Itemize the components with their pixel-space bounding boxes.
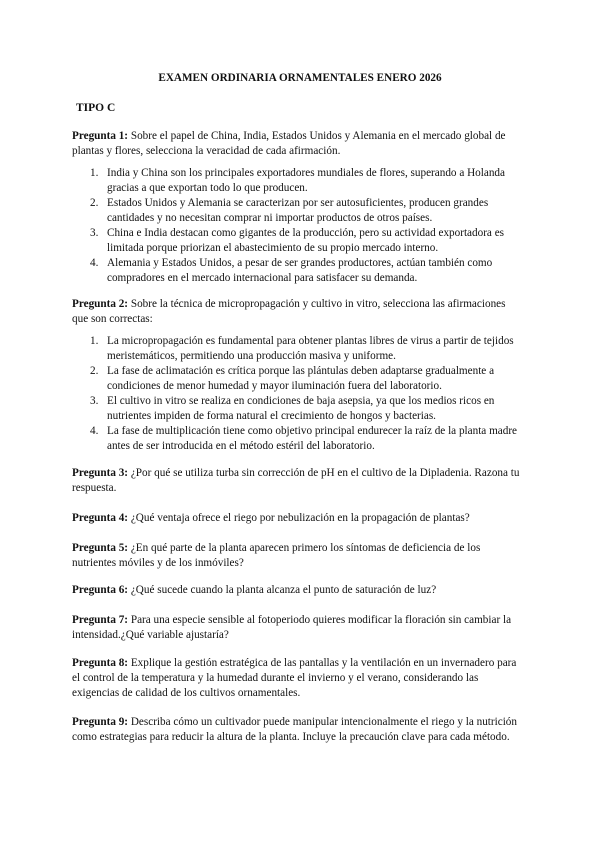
question-4-text: ¿Qué ventaja ofrece el riego por nebulización en la propagación de plantas? [128, 512, 470, 524]
question-2-option-2 [72, 364, 520, 394]
question-2-statement [72, 297, 520, 327]
question-9-statement [72, 715, 520, 745]
option-number: 3. [90, 227, 99, 239]
option-number: 3. [90, 395, 99, 407]
question-1 [72, 129, 520, 286]
option-text: India y China son los principales exportadores mundiales de flores, superando a Holanda gracias a que exportan todo lo que producen. [107, 167, 505, 194]
option-text: La micropropagación es fundamental para obtener plantas libres de virus a partir de tejidos meristemáticos, permitiendo una producción masiva y uniforme. [107, 335, 514, 362]
question-1-options [72, 166, 520, 286]
question-1-statement [72, 129, 520, 159]
option-text: Alemania y Estados Unidos, a pesar de ser grandes productores, actúan también como compradores en el mercado internacional para satisfacer su demanda. [107, 257, 493, 284]
question-2-text: Sobre la técnica de micropropagación y cultivo in vitro, selecciona las afirmaciones que son correctas: [72, 298, 506, 325]
question-6 [72, 583, 520, 598]
option-number: 2. [90, 365, 99, 377]
question-2-option-1 [72, 334, 520, 364]
question-1-option-2 [72, 196, 520, 226]
option-text: La fase de aclimatación es crítica porque las plántulas deben adaptarse gradualmente a condiciones de menor humedad y mayor iluminación fuera del laboratorio. [107, 365, 495, 392]
question-4 [72, 511, 520, 526]
question-8-statement [72, 656, 520, 701]
question-3-text: ¿Por qué se utiliza turba sin corrección de pH en el cultivo de la Dipladenia. Razona tu respuesta. [72, 467, 520, 494]
question-7-statement [72, 613, 520, 643]
option-text: La fase de multiplicación tiene como objetivo principal endurecer la raíz de la planta madre antes de ser introducida en el método estéril del laboratorio. [107, 425, 518, 452]
question-9-label: Pregunta 9: [72, 716, 129, 728]
exam-type: TIPO C [76, 102, 116, 114]
question-3 [72, 466, 520, 496]
question-7-text: Para una especie sensible al fotoperiodo quieres modificar la floración sin cambiar la intensidad.¿Qué variable ajustaría? [72, 614, 512, 641]
question-7-label: Pregunta 7: [72, 614, 129, 626]
question-2-options [72, 334, 520, 454]
question-8-text: Explique la gestión estratégica de las pantallas y la ventilación en un invernadero para el control de la temperatura y la humedad durante el invierno y el verano, considerando las exigencias de calidad de los cultivos ornamentales. [72, 657, 517, 699]
question-1-option-3 [72, 226, 520, 256]
question-9 [72, 715, 520, 745]
question-4-label: Pregunta 4: [72, 512, 129, 524]
question-1-option-4 [72, 256, 520, 286]
question-3-label: Pregunta 3: [72, 467, 129, 479]
question-5-statement [72, 541, 520, 571]
question-6-text: ¿Qué sucede cuando la planta alcanza el punto de saturación de luz? [128, 584, 437, 596]
question-2-option-4 [72, 424, 520, 454]
question-4-statement [72, 511, 520, 526]
question-2 [72, 297, 520, 454]
question-3-statement [72, 466, 520, 496]
question-9-text: Describa cómo un cultivador puede manipular intencionalmente el riego y la nutrición como estrategias para reducir la altura de la planta. Incluye la precaución clave para cada método. [72, 716, 517, 743]
question-6-label: Pregunta 6: [72, 584, 129, 596]
question-2-label: Pregunta 2: [72, 298, 129, 310]
option-text: China e India destacan como gigantes de la producción, pero su actividad exportadora es limitada porque priorizan el abastecimiento de su propio mercado interno. [107, 227, 505, 254]
question-5-label: Pregunta 5: [72, 542, 129, 554]
question-5-text: ¿En qué parte de la planta aparecen primero los síntomas de deficiencia de los nutrientes móviles y de los inmóviles? [72, 542, 481, 569]
question-8-label: Pregunta 8: [72, 657, 129, 669]
question-5 [72, 541, 520, 571]
exam-title: EXAMEN ORDINARIA ORNAMENTALES ENERO 2026 [158, 72, 442, 84]
question-2-option-3 [72, 394, 520, 424]
question-1-text: Sobre el papel de China, India, Estados Unidos y Alemania en el mercado global de plantas y flores, selecciona la veracidad de cada afirmación. [72, 130, 506, 157]
question-8 [72, 656, 520, 701]
option-number: 1. [90, 335, 99, 347]
question-7 [72, 613, 520, 643]
option-number: 1. [90, 167, 99, 179]
option-number: 2. [90, 197, 99, 209]
question-1-label: Pregunta 1: [72, 130, 129, 142]
option-text: El cultivo in vitro se realiza en condiciones de baja asepsia, ya que los medios ricos en nutrientes impiden de forma natural el crecimiento de hongos y bacterias. [107, 395, 495, 422]
question-6-statement [72, 583, 520, 598]
option-number: 4. [90, 425, 99, 437]
option-number: 4. [90, 257, 99, 269]
question-1-option-1 [72, 166, 520, 196]
option-text: Estados Unidos y Alemania se caracterizan por ser autosuficientes, producen grandes cantidades y no necesitan comprar ni importar productos de otros países. [107, 197, 489, 224]
